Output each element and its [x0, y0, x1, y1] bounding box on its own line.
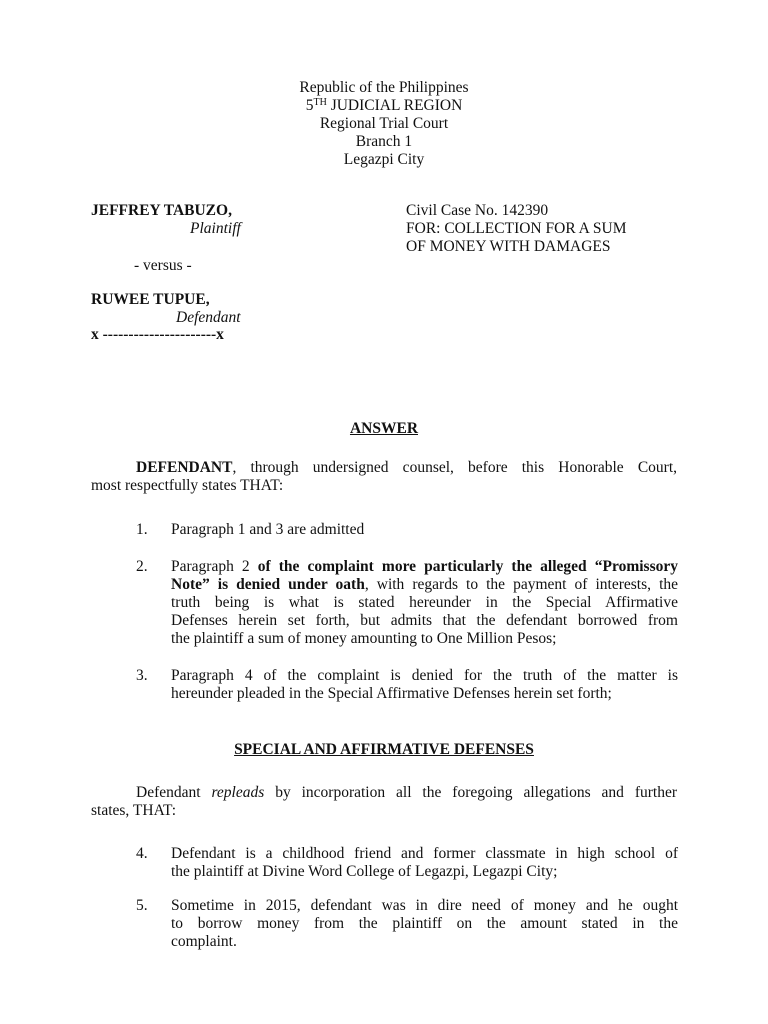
para-3-line1: Paragraph 4 of the complaint is denied for the truth of the matter is [171, 667, 678, 684]
para-5-number: 5. [136, 897, 148, 914]
para-3-body [171, 667, 678, 703]
case-number: Civil Case No. 142390 [406, 202, 549, 219]
para-1-text: Paragraph 1 and 3 are admitted [171, 521, 365, 538]
court-header [0, 79, 768, 169]
para-5-line3: complaint. [171, 933, 237, 950]
para-2-line4: Defenses herein set forth, but admits that the defendant borrowed from [171, 612, 678, 629]
defendant-name: RUWEE TUPUE, [91, 291, 210, 308]
answer-intro [91, 459, 677, 495]
defenses-intro-line2: states, THAT: [91, 802, 177, 819]
plaintiff-name: JEFFREY TABUZO, [91, 202, 232, 219]
versus-line: - versus - [134, 257, 192, 274]
para-4-number: 4. [136, 845, 148, 862]
defendant-role: Defendant [176, 309, 241, 326]
case-nature-line2: OF MONEY WITH DAMAGES [406, 238, 611, 255]
plaintiff-role: Plaintiff [190, 220, 241, 237]
answer-title: ANSWER [349, 420, 419, 437]
para-3-number: 3. [136, 667, 148, 684]
para-5-line1: Sometime in 2015, defendant was in dire need of money and he ought [171, 897, 678, 914]
para-2-number: 2. [136, 558, 148, 575]
para-3-line2: hereunder pleaded in the Special Affirmative Defenses herein set forth; [171, 685, 612, 702]
republic-line: Republic of the Philippines [299, 79, 469, 96]
defenses-title: SPECIAL AND AFFIRMATIVE DEFENSES [234, 741, 534, 758]
para-2-body [171, 558, 678, 648]
para-2-line2: Note” is denied under oath, with regards to the payment of interests, the [171, 576, 679, 593]
answer-intro-line1: DEFENDANT, through undersigned counsel, before this Honorable Court, [136, 459, 677, 476]
case-nature-line1: FOR: COLLECTION FOR A SUM [406, 220, 627, 237]
answer-intro-line2: most respectfully states THAT: [91, 477, 284, 494]
para-4-line2: the plaintiff at Divine Word College of Legazpi, Legazpi City; [171, 863, 558, 880]
court-name-line: Regional Trial Court [319, 115, 449, 132]
defenses-intro-line1: Defendant repleads by incorporation all the foregoing allegations and further [136, 784, 677, 801]
para-5-line2: to borrow money from the plaintiff on the amount stated in the [171, 915, 678, 932]
para-4-line1: Defendant is a childhood friend and former classmate in high school of [171, 845, 678, 862]
para-4-body [171, 845, 678, 881]
para-2-line3: truth being is what is stated hereunder in the Special Affirmative [171, 594, 678, 611]
branch-line: Branch 1 [355, 133, 413, 150]
para-1-number: 1. [136, 521, 148, 538]
judicial-region-line: 5TH JUDICIAL REGION [305, 97, 463, 114]
para-2-line5: the plaintiff a sum of money amounting to One Million Pesos; [171, 630, 557, 647]
defenses-intro [91, 784, 677, 820]
city-line: Legazpi City [343, 151, 425, 168]
caption-x-line: x ----------------------x [91, 326, 224, 343]
para-2-line1: Paragraph 2 of the complaint more particularly the alleged “Promissory [171, 558, 678, 575]
para-5-body [171, 897, 678, 951]
